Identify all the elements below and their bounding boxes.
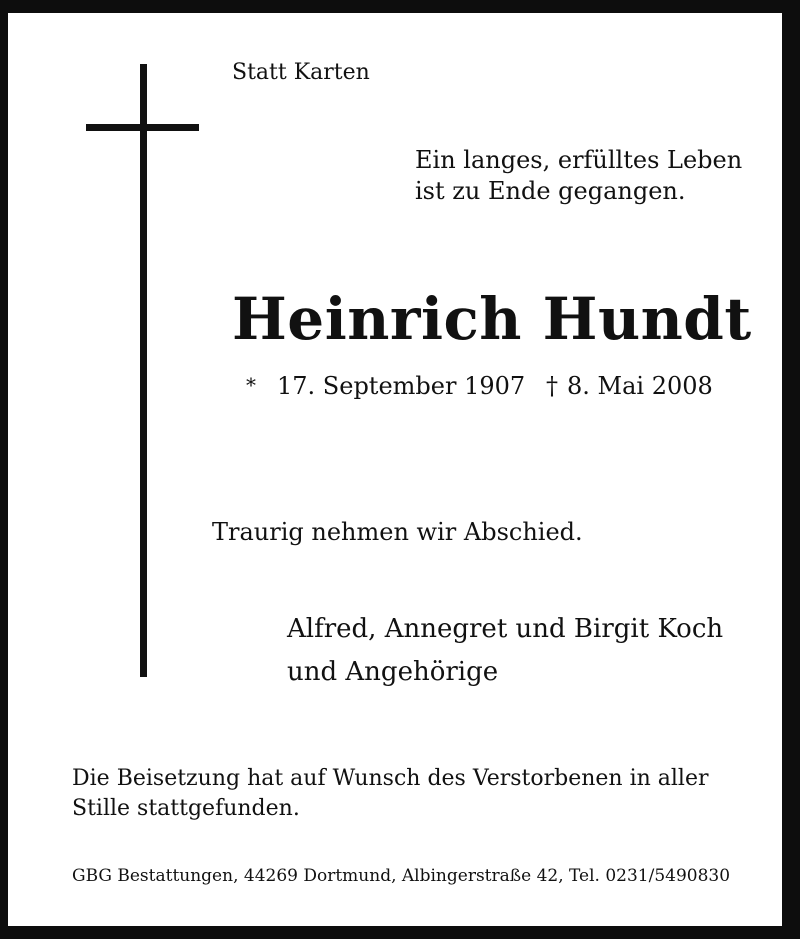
quote-line-1: Ein langes, erfülltes Leben (415, 146, 743, 174)
funeral-note-line-2: Stille stattgefunden. (72, 796, 300, 821)
cross-icon (140, 64, 147, 677)
deceased-name: Heinrich Hundt (232, 285, 752, 353)
undertaker-info: GBG Bestattungen, 44269 Dortmund, Albingerstraße 42, Tel. 0231/5490830 (72, 866, 731, 886)
birth-symbol: * (246, 373, 256, 397)
cross-icon-crossbar (86, 124, 199, 131)
death-date: 8. Mai 2008 (567, 372, 713, 400)
mourners-line-1: Alfred, Annegret und Birgit Koch (287, 614, 724, 644)
death-symbol: † (546, 372, 558, 400)
quote-line-2: ist zu Ende gegangen. (415, 177, 686, 205)
birth-date: 17. September 1907 (277, 372, 526, 400)
header-text: Statt Karten (232, 60, 370, 85)
funeral-note-line-1: Die Beisetzung hat auf Wunsch des Verstorbenen in aller (72, 766, 709, 791)
mourners-line-2: und Angehörige (287, 657, 499, 687)
farewell-text: Traurig nehmen wir Abschied. (212, 518, 583, 546)
